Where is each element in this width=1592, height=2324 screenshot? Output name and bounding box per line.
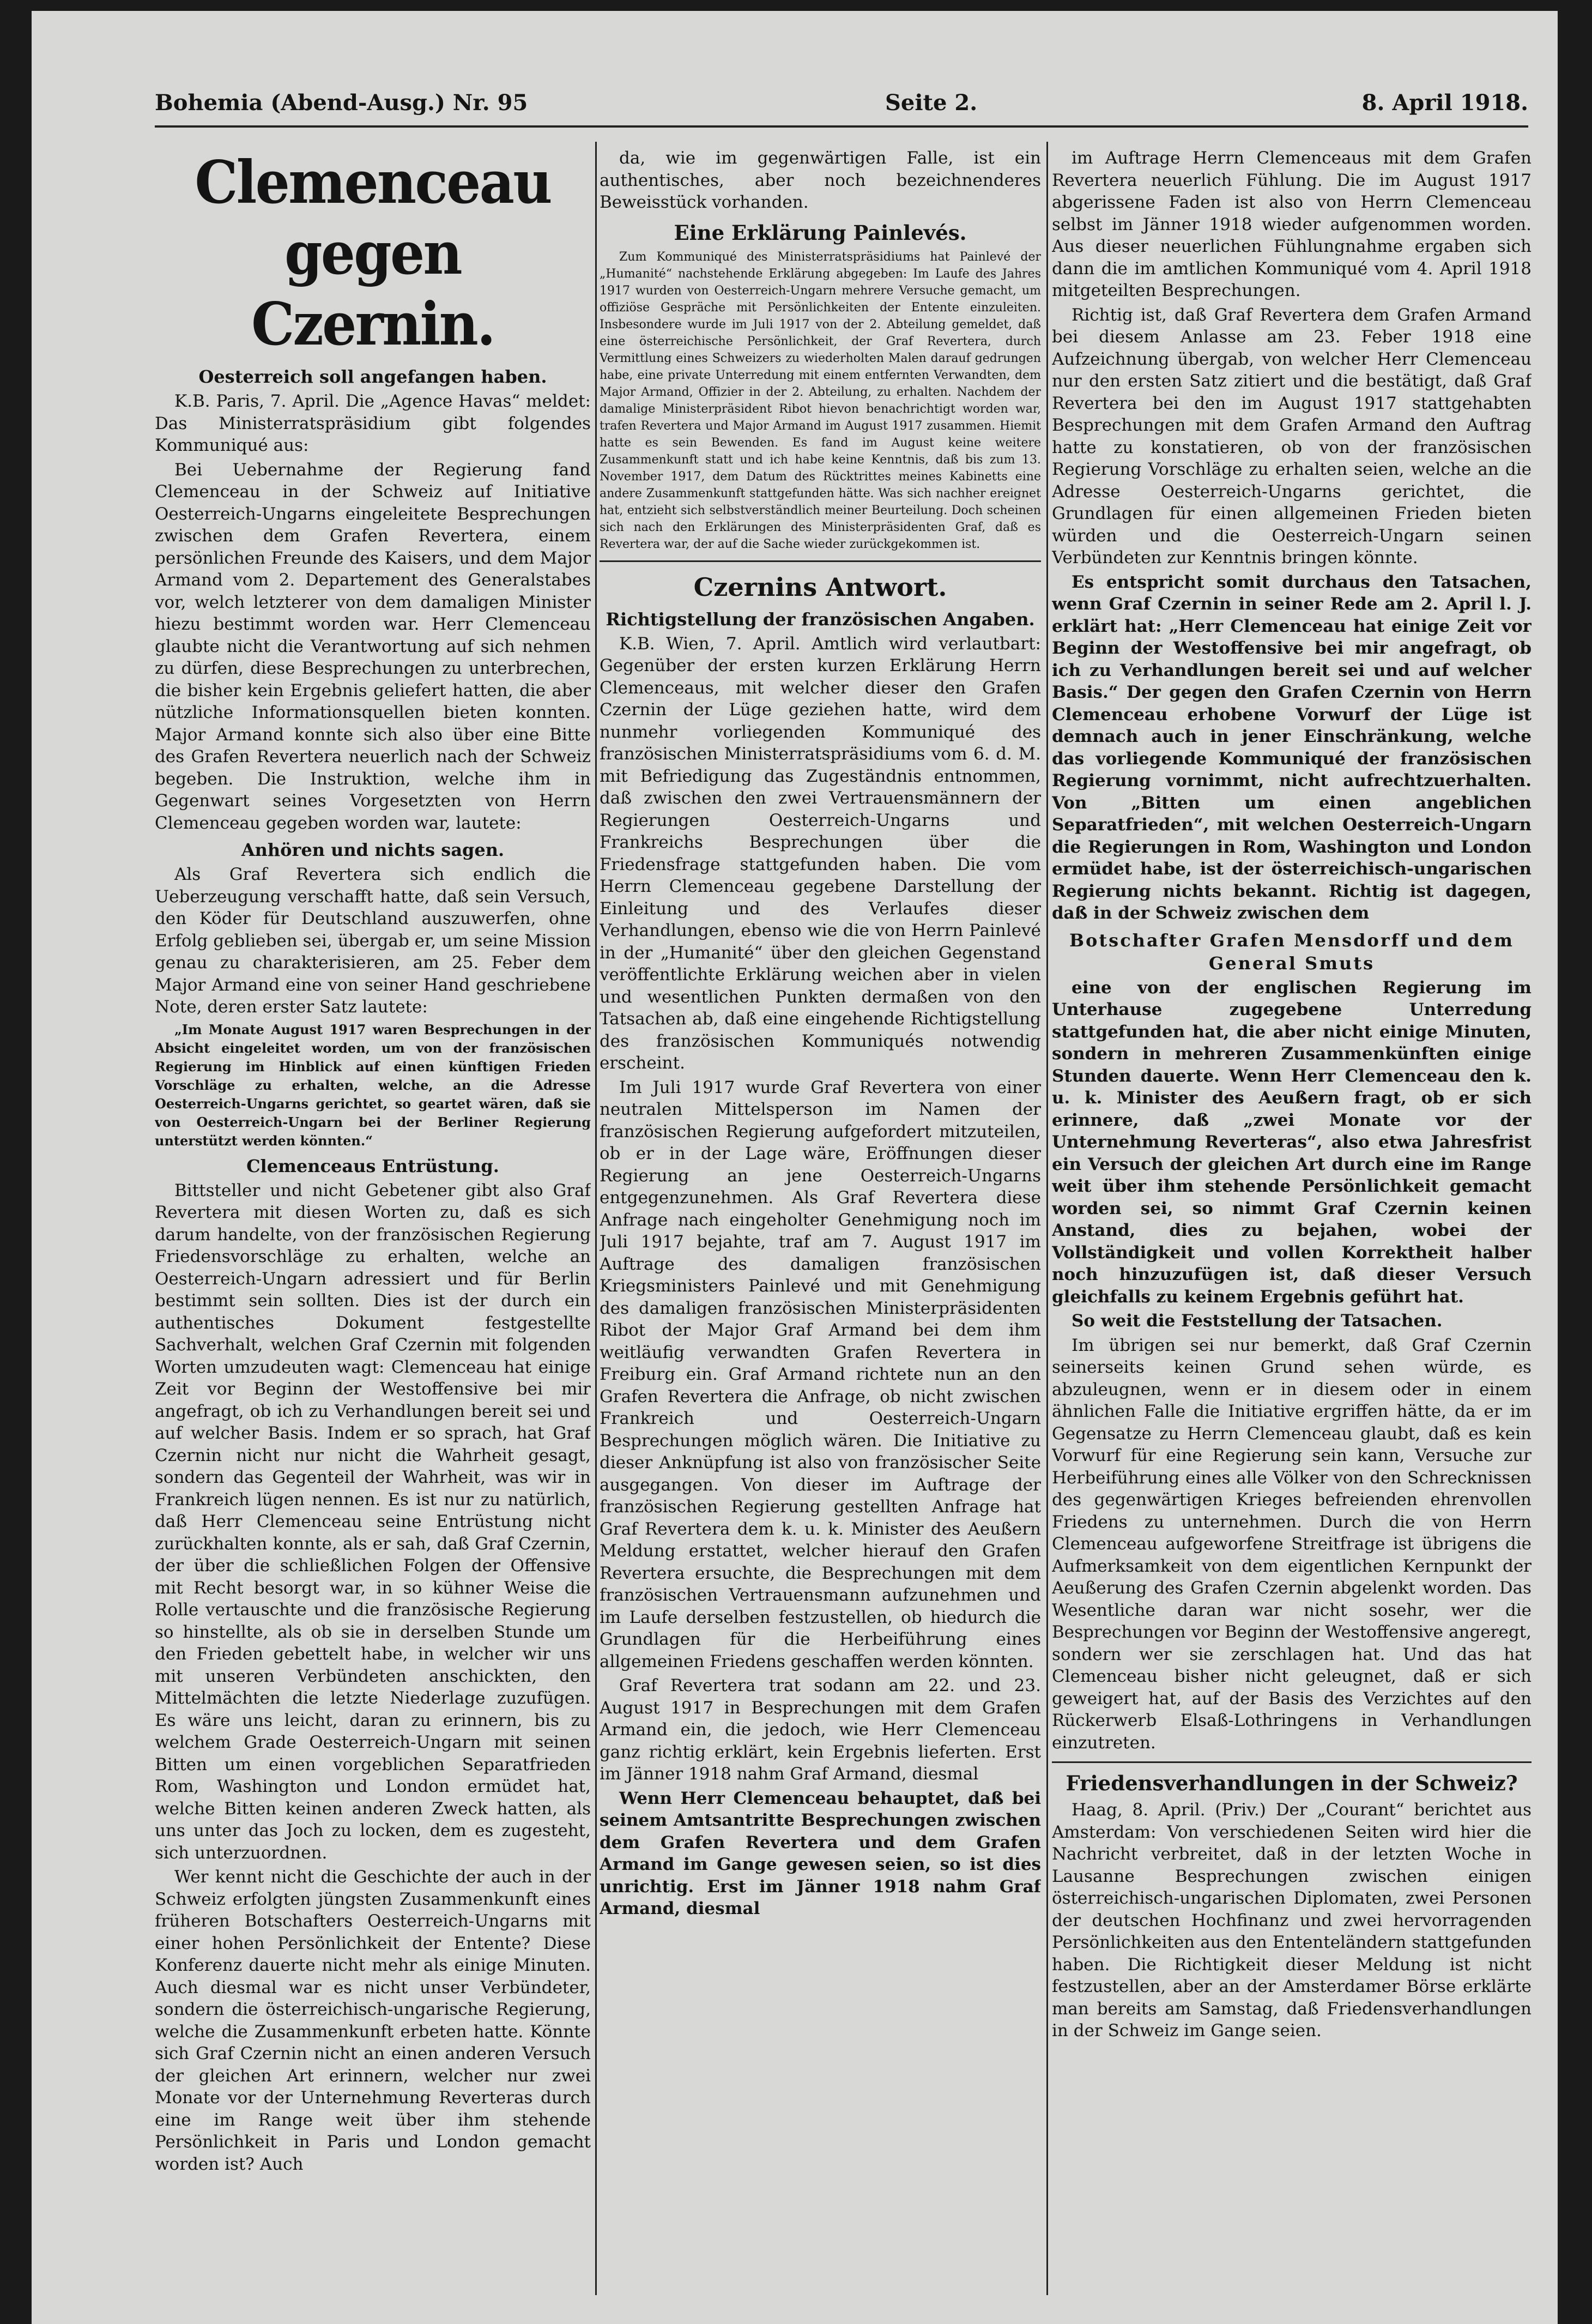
article-title: Clemenceau gegen Czernin. <box>195 148 551 359</box>
paragraph: So weit die Feststellung der Tatsachen. <box>1072 1311 1443 1331</box>
newspaper-page <box>32 11 1558 2324</box>
page-header <box>155 90 1528 123</box>
paragraph: Haag, 8. April. (Priv.) Der „Courant“ berichtet aus Amsterdam: Von verschiedenen Seiten wird hier die Nachricht verbreitet, daß in der letzten Woche in Lausanne Besprechungen zwischen einigen österreichisch-ungarischen Diplomaten, zwei Personen der deutschen Hochfinanz und zwei hervorragenden Persönlichkeiten aus den Ententeländern stattgefunden haben. Die Richtigkeit dieser Meldung ist nicht festzustellen, aber an der Amsterdamer Börse erklärte man bereits am Samstag, daß Friedensverhandlungen in der Schweiz im Gange seien. <box>1052 1800 1532 2041</box>
paragraph: Im übrigen sei nur bemerkt, daß Graf Czernin seinerseits keinen Grund sehen würde, es abzuleugnen, wenn er in diesem oder in einem ähnlichen Falle die Initiative ergriffen hätte, da er im Gegensatze zu Herrn Clemenceau glaubt, daß es kein Vorwurf für eine Regierung sein kann, Versuche zur Herbeiführung eines alle Völker von den Schrecknissen des gegenwärtigen Krieges befreienden ehrenvollen Friedens zu unternehmen. Durch die von Herrn Clemenceau aufgeworfene Streitfrage ist übrigens die Aufmerksamkeit von dem eigentlichen Kernpunkt der Aeußerung des Grafen Czernin abgelenkt worden. Das Wesentliche daran war nicht sosehr, wer die Besprechungen vor Beginn der Westoffensive angeregt, sondern wer sie zerschlagen hat. Und das hat Clemenceau bisher nicht geleugnet, daß er sich geweigert hat, auf der Basis des Verzichtes auf den Rückerwerb Elsaß-Lothringens in Verhandlungen einzutreten. <box>1052 1335 1532 1753</box>
paragraph: Wer kennt nicht die Geschichte der auch in der Schweiz erfolgten jüngsten Zusammenkunft eines früheren Botschafters Oesterreich-Ungarns mit einer hohen Persönlichkeit der Entente? Diese Konferenz dauerte nicht mehr als einige Minuten. Auch diesmal war es nicht unser Verbündeter, sondern die österreichisch-ungarische Regierung, welche die Zusammenkunft erbeten hatte. Könnte sich Graf Czernin nicht an einen anderen Versuch der gleichen Art erinnern, welcher nur zwei Monate vor der Unternehmung Reverteras durch eine im Range weit über ihm stehende Persönlichkeit in Paris und London gemacht worden ist? Auch <box>155 1867 591 2174</box>
paragraph: Richtig ist, daß Graf Revertera dem Grafen Armand bei diesem Anlasse am 23. Feber 1918 eine Aufzeichnung übergab, von welcher Herr Clemenceau nur den ersten Satz zitiert und die bestätigt, daß Graf Revertera bei den im August 1917 stattgehabten Besprechungen mit dem Grafen Armand den Auftrag hatte zu konstatieren, ob von der französischen Regierung Vorschläge zu erhalten seien, welche an die Adresse Oesterreich-Ungarns gerichtet, die Grundlagen für einen allgemeinen Frieden bieten würden und die Oesterreich-Ungarn seinen Verbündeten zur Kenntnis bringen könnte. <box>1052 305 1532 568</box>
article-title: Czernins Antwort. <box>693 572 947 602</box>
article-separator <box>600 560 1041 562</box>
column-1 <box>155 147 591 2295</box>
subheading: Clemenceaus Entrüstung. <box>246 1155 499 1176</box>
article-title: Eine Erklärung Painlevés. <box>674 220 967 245</box>
paragraph: eine von der englischen Regierung im Unterhause zugegebene Unterredung stattgefunden hat, die aber nicht einige Minuten, sondern in mehreren Zusammenkünften einige Stunden dauerte. Wenn Herr Clemenceau den k. u. k. Minister des Aeußern fragt, ob er sich erinnere, daß „zwei Monate vor der Unternehmung Reverteras“, also etwa Jahresfrist ein Versuch der gleichen Art durch eine im Range weit über ihm stehende Persönlichkeit gemacht worden sei, so nimmt Graf Czernin keinen Anstand, dies zu bejahen, wobei der Vollständigkeit und vollen Korrektheit halber noch hinzuzufügen ist, daß dieser Versuch gleichfalls zu keinem Ergebnis geführt hat. <box>1052 977 1532 1307</box>
column-rule-2 <box>1046 142 1048 2295</box>
paragraph: K.B. Wien, 7. April. Amtlich wird verlautbart: Gegenüber der ersten kurzen Erklärung Herrn Clemenceaus, mit welcher dieser den Grafen Czernin der Lüge geziehen hatte, wird dem nunmehr vorliegenden Kommuniqué des französischen Ministerratspräsidiums vom 6. d. M. mit Befriedigung das Zugeständnis entnommen, daß zwischen den zwei Vertrauensmännern der Regierungen Oesterreich-Ungarns und Frankreichs Besprechungen über die Friedensfrage stattgefunden haben. Die vom Herrn Clemenceau gegebene Darstellung der Einleitung und des Verlaufes dieser Verhandlungen, ebenso wie die von Herrn Painlevé in der „Humanité“ über den gleichen Gegenstand veröffentlichte Erklärung weichen aber in vielen und wesentlichen Punkten dermaßen von den Tatsachen ab, daß eine eingehende Richtigstellung des französischen Kommuniqués notwendig erscheint. <box>600 633 1041 1073</box>
paragraph: Im Juli 1917 wurde Graf Revertera von einer neutralen Mittelsperson im Namen der französischen Regierung aufgefordert mitzuteilen, ob er in der Lage wäre, Eröffnungen dieser Regierung an jene Oesterreich-Ungarns entgegenzunehmen. Als Graf Revertera diese Anfrage nach eingeholter Genehmigung noch im Juli 1917 bejahte, traf am 7. August 1917 im Auftrage des damaligen französischen Kriegsministers Painlevé und mit Genehmigung des damaligen französischen Ministerpräsidenten Ribot der Major Graf Armand bei dem ihm weitläufig verwandten Grafen Revertera in Freiburg ein. Graf Armand richtete nun an den Grafen Revertera die Anfrage, ob nicht zwischen Frankreich und Oesterreich-Ungarn Besprechungen möglich wären. Die Initiative zu dieser Anknüpfung ist also von französischer Seite ausgegangen. Von dieser im Auftrage der französischen Regierung gestellten Anfrage hat Graf Revertera dem k. u. k. Minister des Aeußern Meldung erstattet, welcher hierauf den Grafen Revertera ersuchte, die Besprechungen mit dem französischen Vertrauensmann aufzunehmen und im Laufe derselben festzustellen, ob hiedurch die Grundlagen für die Herbeiführung eines allgemeinen Friedens geschaffen werden könnten. <box>600 1077 1041 1671</box>
paragraph: Graf Revertera trat sodann am 22. und 23. August 1917 in Besprechungen mit dem Grafen Armand ein, die jedoch, wie Herr Clemenceau ganz richtig erklärt, kein Ergebnis lieferten. Erst im Jänner 1918 nahm Graf Armand, diesmal <box>600 1676 1041 1784</box>
header-page-number: Seite 2. <box>885 90 978 116</box>
paragraph: da, wie im gegenwärtigen Falle, ist ein authentisches, aber noch bezeichnenderes Beweisstück vorhanden. <box>600 148 1041 212</box>
column-rule-1 <box>595 142 597 2295</box>
paragraph: Zum Kommuniqué des Ministerratspräsidiums hat Painlevé der „Humanité“ nachstehende Erklärung abgegeben: Im Laufe des Jahres 1917 wurden von Oesterreich-Ungarn mehrere Versuche gemacht, um offiziöse Gespräche mit Persönlichkeiten der Entente einzuleiten. Insbesondere wurde im Juli 1917 von der 2. Abteilung gemeldet, daß eine österreichische Persönlichkeit, der Graf Revertera, durch Vermittlung eines Schweizers zu wiederholten Malen darauf gedrungen habe, eine private Unterredung mit einem entfernten Verwandten, dem Major Armand, Offizier in der 2. Abteilung, zu erhalten. Nachdem der damalige Ministerpräsident Ribot hievon benachrichtigt worden war, trafen Revertera und Major Armand im August 1917 zusammen. Hiemit hatte es sein Bewenden. Es fand im August keine weitere Zusammenkunft statt und ich habe keine Kenntnis, daß bis zum 13. November 1917, dem Datum des Rücktrittes meines Kabinetts eine andere Zusammenkunft stattgefunden hätte. Was sich nachher ereignet hat, entzieht sich selbstverständlich meiner Beurteilung. Doch scheinen sich nach den Erklärungen des Ministerpräsidenten Graf, daß es Revertera war, der auf die Sache wieder zurückgekommen ist. <box>600 250 1041 551</box>
subheading: Anhören und nichts sagen. <box>241 840 505 860</box>
paragraph: Es entspricht somit durchaus den Tatsachen, wenn Graf Czernin in seiner Rede am 2. April l. J. erklärt hat: „Herr Clemenceau hat einige Zeit vor Beginn der Westoffensive bei mir angefragt, ob ich zu Verhandlungen bereit sei und auf welcher Basis.“ Der gegen den Grafen Czernin von Herrn Clemenceau erhobene Vorwurf der Lüge ist demnach auch in jener Einschränkung, welche das vorliegende Kommuniqué der französischen Regierung vornimmt, nicht aufrechtzuerhalten. Von „Bitten um einen angeblichen Separatfrieden“, mit welchen Oesterreich-Ungarn die Regierungen in Rom, Washington und London ermüdet habe, ist der österreichisch-ungarischen Regierung nichts bekannt. Richtig ist dagegen, daß in der Schweiz zwischen dem <box>1052 572 1532 923</box>
column-2 <box>600 147 1041 2295</box>
article-subtitle: Oesterreich soll angefangen haben. <box>198 366 547 387</box>
header-date: 8. April 1918. <box>1361 90 1528 116</box>
article-title: Friedensverhandlungen in der Schweiz? <box>1066 1771 1518 1795</box>
paragraph: K.B. Paris, 7. April. Die „Agence Havas“ meldet: Das Ministerratspräsidium gibt folgendes Kommuniqué aus: <box>155 391 591 455</box>
header-rule <box>155 125 1528 128</box>
paragraph: Wenn Herr Clemenceau behauptet, daß bei seinem Amtsantritte Besprechungen zwischen dem Grafen Revertera und dem Grafen Armand im Gange gewesen seien, so ist dies unrichtig. Erst im Jänner 1918 nahm Graf Armand, diesmal <box>600 1788 1041 1918</box>
paragraph: Bittsteller und nicht Gebetener gibt also Graf Revertera mit diesen Worten zu, daß es sich darum handelte, von der französischen Regierung Friedensvorschläge zu erhalten, welche an Oesterreich-Ungarn adressiert und für Berlin bestimmt sein sollten. Dies ist der durch ein authentisches Dokument festgestellte Sachverhalt, welchen Graf Czernin mit folgenden Worten umzudeuten wagt: Clemenceau hat einige Zeit vor Beginn der Westoffensive bei mir angefragt, ob ich zu Verhandlungen bereit sei und auf welcher Basis. Indem er so sprach, hat Graf Czernin nicht nur nicht die Wahrheit gesagt, sondern das Gegenteil der Wahrheit, was wir in Frankreich lügen nennen. Es ist nur zu natürlich, daß Herr Clemenceau seine Entrüstung nicht zurückhalten konnte, als er sah, daß Graf Czernin, der über die schließlichen Folgen der Offensive mit Recht besorgt war, in so kühner Weise die Rolle vertauschte und die französische Regierung so hinstellte, als ob sie in derselben Stunde um den Frieden gebettelt habe, in welcher wir uns mit unseren Verbündeten anschickten, den Mittelmächten die letzte Niederlage zuzufügen. Es wäre uns leicht, daran zu erinnern, bis zu welchem Grade Oesterreich-Ungarn mit seinen Bitten um einen vorgeblichen Separatfrieden Rom, Washington und London ermüdet hat, welche Bitten keinen anderen Zweck hatten, als uns unter das Joch zu locken, dem es zugesteht, sich unterzuordnen. <box>155 1180 591 1863</box>
article-separator <box>1052 1761 1532 1763</box>
quote-block: „Im Monate August 1917 waren Besprechungen in der Absicht eingeleitet worden, um von der französischen Regierung im Hinblick auf einen künftigen Frieden Vorschläge zu erhalten, welche, an die Adresse Oesterreich-Ungarns gerichtet, so geartet wären, daß sie von Oesterreich-Ungarn bei der Berliner Regierung unterstützt werden könnten.“ <box>155 1021 591 1149</box>
header-publication: Bohemia (Abend-Ausg.) Nr. 95 <box>155 90 528 116</box>
column-3 <box>1052 147 1532 2295</box>
paragraph: im Auftrage Herrn Clemenceaus mit dem Grafen Revertera neuerlich Fühlung. Die im August 1917 abgerissene Faden ist also von Herrn Clemenceau selbst im Jänner 1918 wieder aufgenommen worden. Aus dieser neuerlichen Fühlungnahme ergaben sich dann die im amtlichen Kommuniqué vom 4. April 1918 mitgeteilten Besprechungen. <box>1052 148 1532 300</box>
article-subtitle: Richtigstellung der französischen Angaben. <box>606 608 1035 630</box>
paragraph: Als Graf Revertera sich endlich die Ueberzeugung verschafft hatte, daß sein Versuch, den Köder für Deutschland auszuwerfen, ohne Erfolg geblieben sei, übergab er, um seine Mission genau zu charakterisieren, am 25. Feber dem Major Armand eine von seiner Hand geschriebene Note, deren erster Satz lautete: <box>155 865 591 1017</box>
paragraph: Bei Uebernahme der Regierung fand Clemenceau in der Schweiz auf Initiative Oesterreich-Ungarns eingeleitete Besprechungen zwischen dem Grafen Revertera, einem persönlichen Freunde des Kaisers, und dem Major Armand vom 2. Departement des Generalstabes vor, welch letzterer von dem damaligen Minister hiezu bestimmt worden war. Herr Clemenceau glaubte nicht die Verantwortung auf sich nehmen zu dürfen, diese Besprechungen zu unterbrechen, die bisher kein Ergebnis geliefert hatten, die aber nützliche Informationsquellen bieten konnten. Major Armand konnte sich also über eine Bitte des Grafen Revertera neuerlich nach der Schweiz begeben. Die Instruktion, welche ihm in Gegenwart seines Vorgesetzten von Herrn Clemenceau gegeben worden war, lautete: <box>155 460 591 833</box>
emphasized-line: Botschafter Grafen Mensdorff und dem General Smuts <box>1069 929 1514 974</box>
